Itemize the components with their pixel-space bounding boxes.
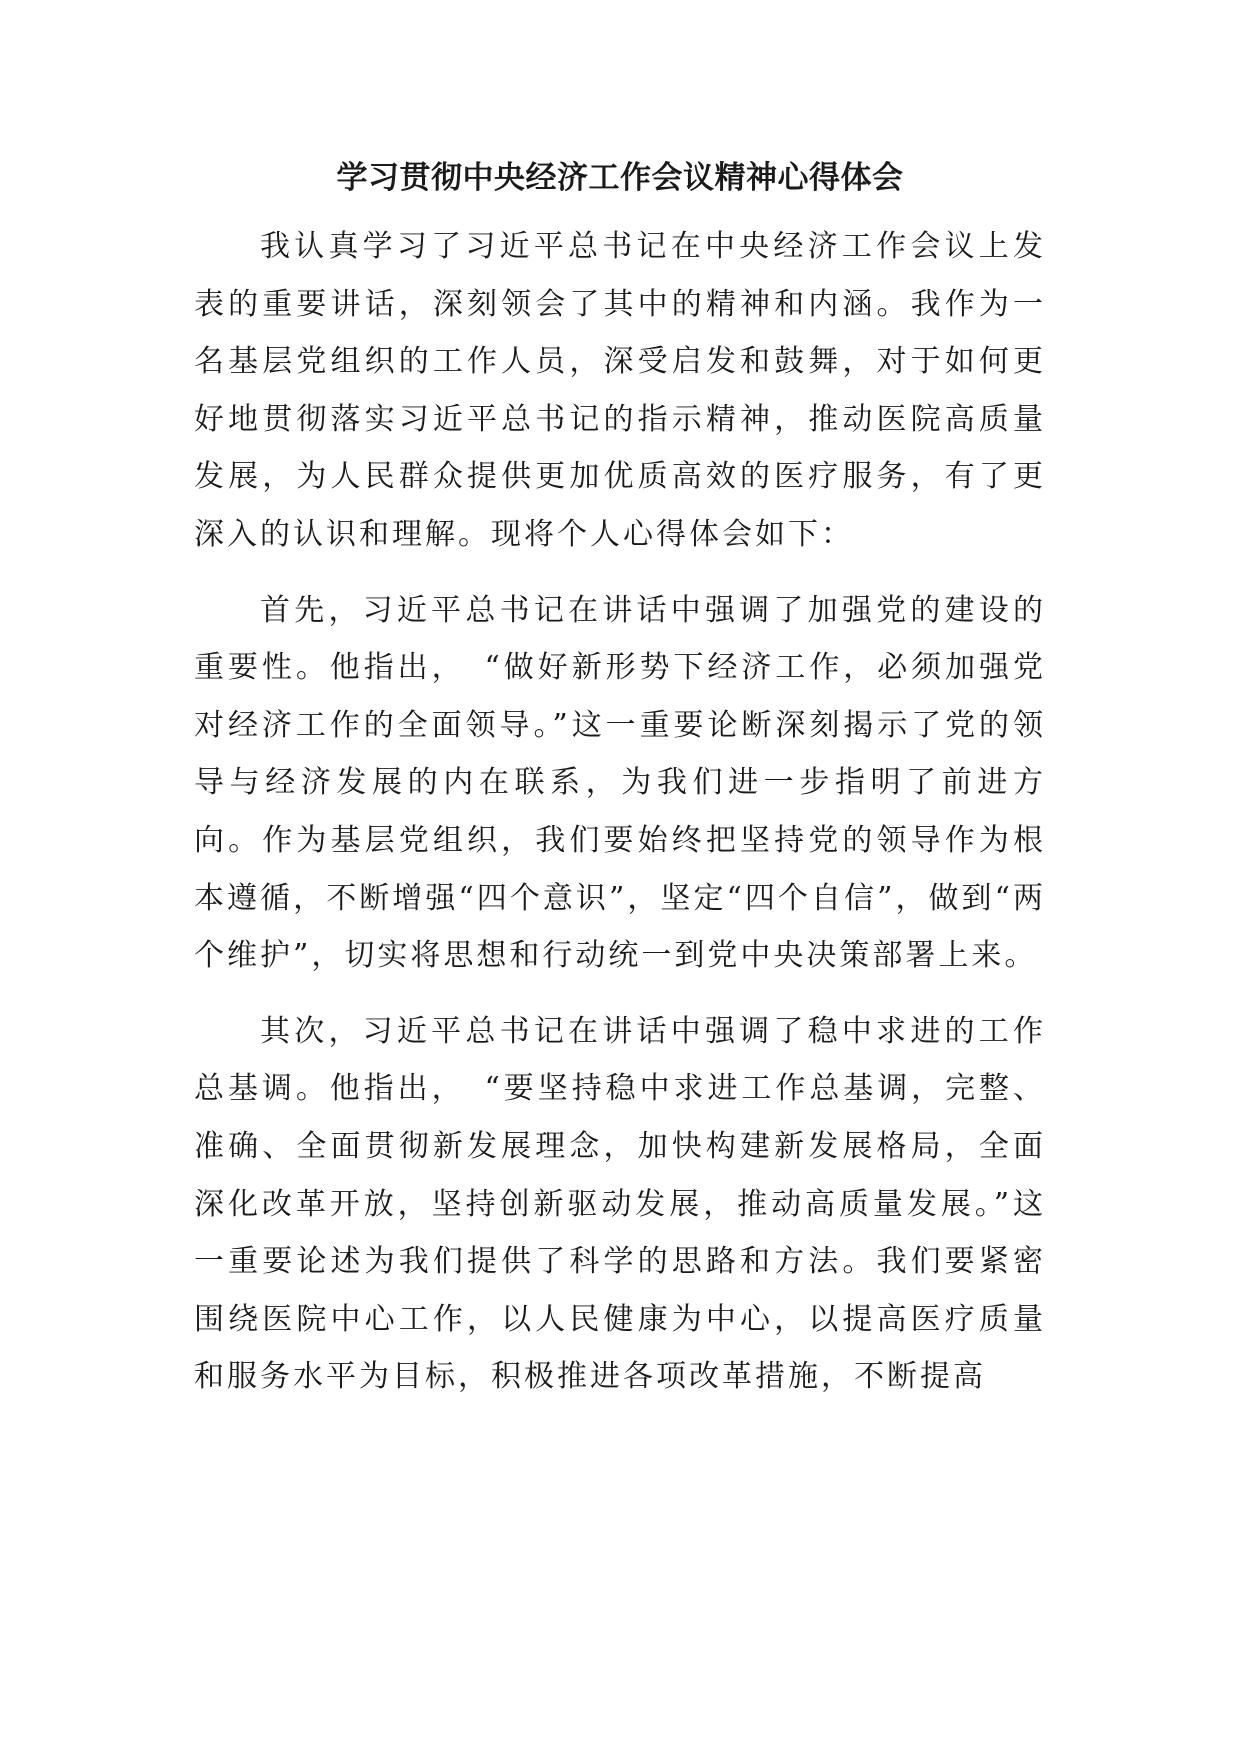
paragraph-intro: 我认真学习了习近平总书记在中央经济工作会议上发表的重要讲话，深刻领会了其中的精神和内涵。我作为一名基层党组织的工作人员，深受启发和鼓舞，对于如何更好地贯彻落实习近平总书记的指示精神，推动医院高质量发展，为人民群众提供更加优质高效的医疗服务，有了更深入的认识和理解。现将个人心得体会如下： (194, 229, 1046, 552)
document-title: 学习贯彻中央经济工作会议精神心得体会 (336, 160, 904, 196)
paragraph-first-point: 首先，习近平总书记在讲话中强调了加强党的建设的重要性。他指出， “做好新形势下经济工作，必须加强党对经济工作的全面领导。”这一重要论断深刻揭示了党的领导与经济发展的内在联系，为我们进一步指明了前进方向。作为基层党组织，我们要始终把坚持党的领导作为根本遵循，不断增强“四个意识”，坚定“四个自信”，做到“两个维护”，切实将思想和行动统一到党中央决策部署上来。 (194, 592, 1046, 974)
document-body (194, 218, 1046, 1406)
paragraph-second-point: 其次，习近平总书记在讲话中强调了稳中求进的工作总基调。他指出， “要坚持稳中求进工作总基调，完整、准确、全面贯彻新发展理念，加快构建新发展格局，全面深化改革开放，坚持创新驱动发展，推动高质量发展。”这一重要论述为我们提供了科学的思路和方法。我们要紧密围绕医院中心工作，以人民健康为中心，以提高医疗质量和服务水平为目标，积极推进各项改革措施，不断提高 (194, 1013, 1046, 1395)
